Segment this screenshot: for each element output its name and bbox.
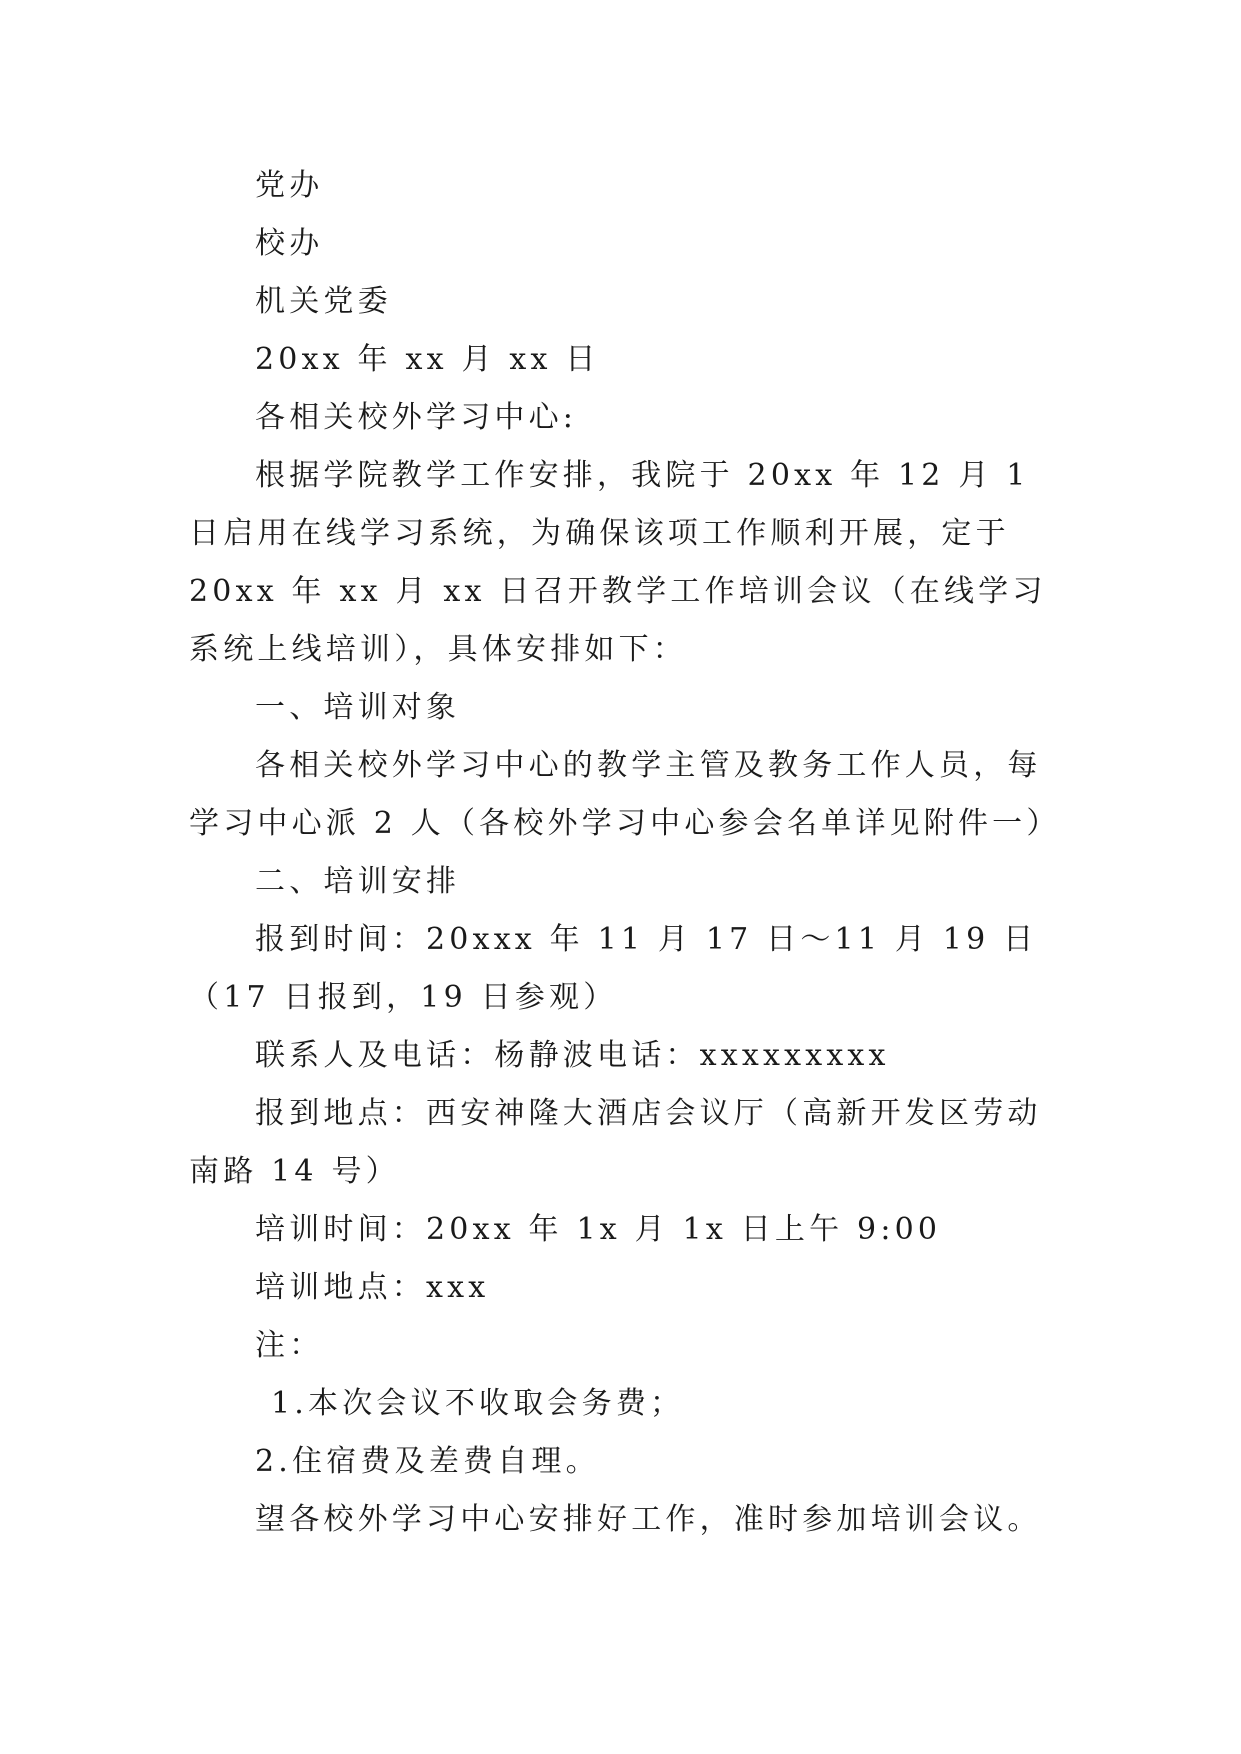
training-location: 培训地点：xxx <box>255 1270 490 1305</box>
report-location: 报到地点：西安神隆大酒店会议厅（高新开发区劳动南路 14 号） <box>189 1096 1042 1189</box>
report-time: 报到时间：20xxx 年 11 月 17 日～11 月 19 日（17 日报到，19 日参观） <box>189 922 1038 1015</box>
note-label: 注： <box>255 1328 324 1363</box>
section1-body: 各相关校外学习中心的教学主管及教务工作人员，每学习中心派 2 人（各校外学习中心参会名单详见附件一） <box>189 748 1061 841</box>
intro-paragraph: 根据学院教学工作安排，我院于 20xx 年 12 月 1 日启用在线学习系统，为确保该项工作顺利开展，定于 20xx 年 xx 月 xx 日召开教学工作培训会议（在线学习系统上线培训），具体安排如下： <box>189 458 1047 667</box>
document-body <box>189 157 1059 1549</box>
closing-line: 望各校外学习中心安排好工作，准时参加培训会议。 <box>255 1502 1042 1537</box>
note-item: 1.本次会议不收取会务费； <box>271 1386 685 1421</box>
header-line-party-office: 党办 <box>255 168 324 203</box>
header-line-school-office: 校办 <box>255 226 324 261</box>
section2-title: 二、培训安排 <box>255 864 461 899</box>
section1-title: 一、培训对象 <box>255 690 461 725</box>
salutation: 各相关校外学习中心: <box>255 400 578 435</box>
training-time: 培训时间：20xx 年 1x 月 1x 日上午 9:00 <box>255 1212 942 1247</box>
note-item: 2.住宿费及差费自理。 <box>255 1444 600 1479</box>
contact-info: 联系人及电话：杨静波电话：xxxxxxxxx <box>255 1038 890 1073</box>
header-line-party-committee: 机关党委 <box>255 284 392 319</box>
header-date: 20xx 年 xx 月 xx 日 <box>255 342 600 377</box>
